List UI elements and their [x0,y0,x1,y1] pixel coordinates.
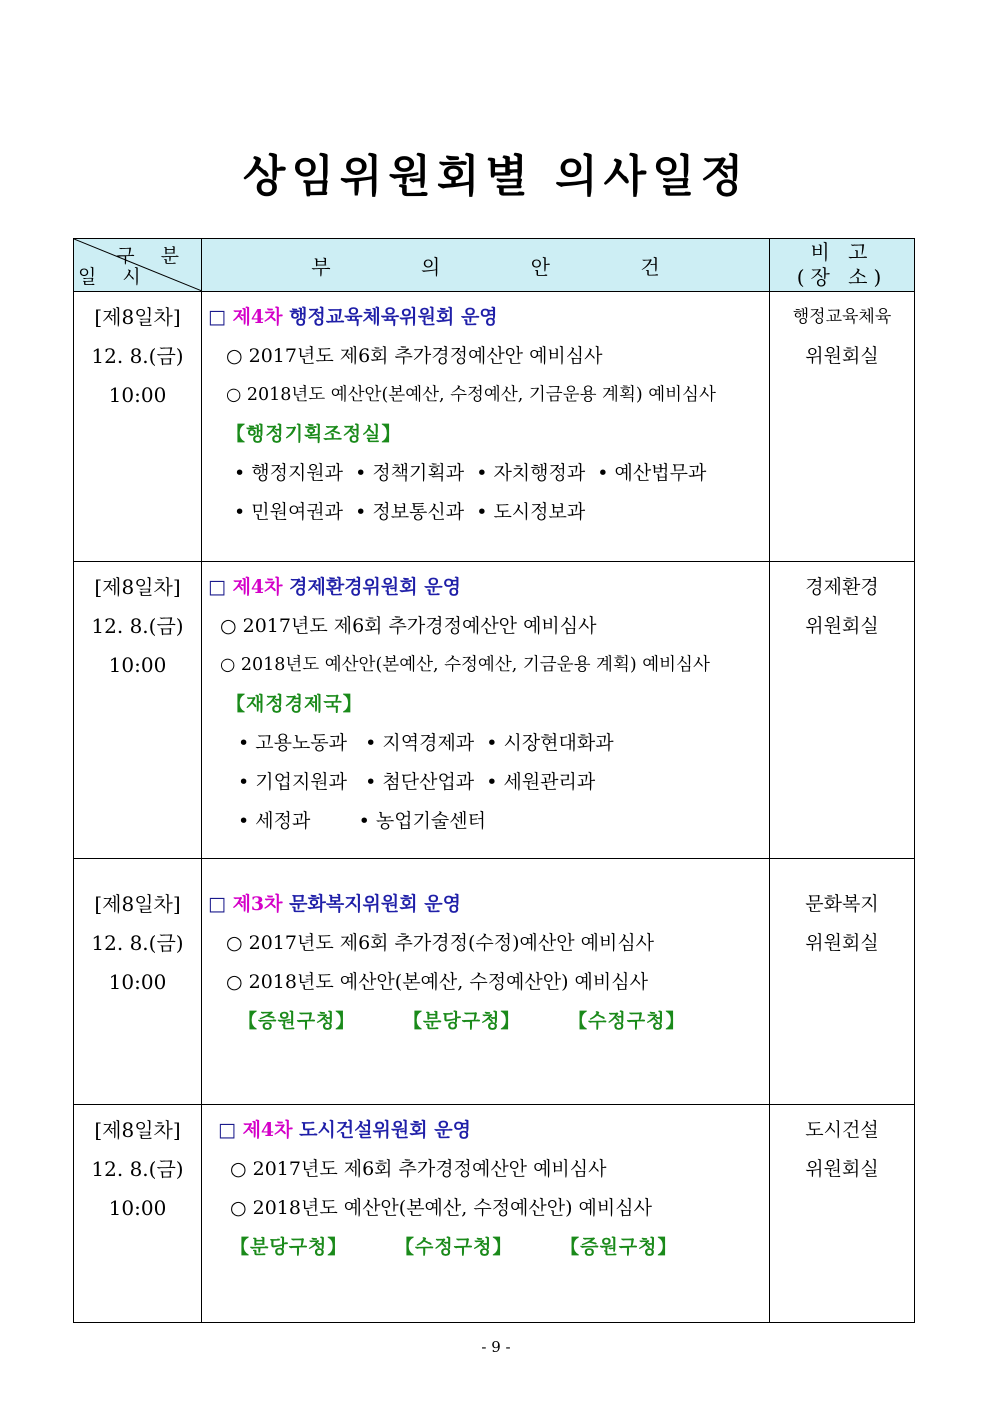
header-datetime: 일 시 [78,266,151,288]
table-row [74,1105,915,1323]
dept-line: • 세정과 • 농업기술센터 [238,810,486,832]
place-room: 위원회실 [805,345,879,367]
group-label: 【증원구청】 [238,1010,356,1032]
day-label: [제8일차] [94,892,181,916]
group-label: 【행정기획조정실】 [226,423,402,445]
group-labels [208,1002,769,1041]
place-cell [770,859,915,1105]
header-agenda-char: 건 [640,254,660,279]
committee-name: 경제환경위원회 운영 [289,576,461,598]
checkbox-icon: □ [218,1119,236,1141]
group-labels [208,1228,769,1267]
header-note: 비 고 [810,240,874,264]
agenda-item: ○ 2017년도 제6회 추가경정예산안 예비심사 [230,1158,607,1180]
place-name: 경제환경 [805,576,879,598]
agenda-cell [202,292,770,562]
place-cell [770,1105,915,1323]
place-name: 문화복지 [805,893,879,915]
time-label: 10:00 [108,383,167,407]
committee-order: 제4차 [232,576,283,598]
date-label: 12. 8.(금) [91,344,184,368]
time-label: 10:00 [108,970,167,994]
group-label: 【수정구청】 [395,1236,513,1258]
page-title: 상임위원회별 의사일정 [242,151,750,202]
date-label: 12. 8.(금) [91,614,184,638]
group-label: 【분당구청】 [403,1010,521,1032]
date-cell [74,562,202,859]
agenda-item: ○ 2018년도 예산안(본예산, 수정예산안) 예비심사 [230,1197,652,1219]
agenda-item: ○ 2017년도 제6회 추가경정예산안 예비심사 [226,345,603,367]
agenda-item: ○ 2018년도 예산안(본예산, 수정예산안) 예비심사 [226,971,648,993]
schedule-table [73,238,915,1323]
committee-name: 문화복지위원회 운영 [289,893,461,915]
committee-order: 제4차 [232,306,283,328]
committee-name: 도시건설위원회 운영 [299,1119,471,1141]
table-row [74,292,915,562]
committee-name: 행정교육체육위원회 운영 [289,306,498,328]
table-row [74,562,915,859]
group-label: 【재정경제국】 [226,693,363,715]
header-agenda-char: 의 [420,254,441,279]
date-label: 12. 8.(금) [91,1157,184,1181]
dept-line: • 고용노동과 • 지역경제과 • 시장현대화과 [238,732,614,754]
place-room: 위원회실 [805,932,879,954]
agenda-cell [202,562,770,859]
header-agenda-char: 안 [530,254,550,279]
page-number: - 9 - [481,1338,511,1356]
committee-order: 제4차 [242,1119,293,1141]
agenda-item: ○ 2017년도 제6회 추가경정(수정)예산안 예비심사 [226,932,655,954]
agenda-item: ○ 2017년도 제6회 추가경정예산안 예비심사 [220,615,597,637]
checkbox-icon: □ [208,893,226,915]
place-name: 도시건설 [805,1119,879,1141]
agenda-item: ○ 2018년도 예산안(본예산, 수정예산, 기금운용 계획) 예비심사 [220,655,710,675]
committee-heading [208,865,769,924]
committee-heading [208,1111,769,1150]
group-label: 【증원구청】 [560,1236,678,1258]
header-note-cell [770,239,915,292]
header-date-cell [74,239,202,292]
dept-line: • 민원여권과 • 정보통신과 • 도시정보과 [234,501,586,523]
header-location: (장 소) [796,265,888,289]
header-category: 구 분 [116,245,189,267]
time-label: 10:00 [108,653,167,677]
committee-heading [208,298,769,337]
date-cell [74,292,202,562]
agenda-cell [202,1105,770,1323]
checkbox-icon: □ [208,576,226,598]
committee-heading [208,568,769,607]
dept-line: • 기업지원과 • 첨단산업과 • 세원관리과 [238,771,596,793]
date-cell [74,1105,202,1323]
table-row [74,859,915,1105]
date-label: 12. 8.(금) [91,931,184,955]
checkbox-icon: □ [208,306,226,328]
group-label: 【수정구청】 [568,1010,686,1032]
place-room: 위원회실 [805,615,879,637]
day-label: [제8일차] [94,575,181,599]
place-cell [770,562,915,859]
date-cell [74,859,202,1105]
agenda-cell [202,859,770,1105]
header-row [74,239,915,292]
dept-line: • 행정지원과 • 정책기획과 • 자치행정과 • 예산법무과 [234,462,707,484]
time-label: 10:00 [108,1196,167,1220]
header-agenda-cell [202,239,770,292]
place-name: 행정교육체육 [792,307,892,327]
day-label: [제8일차] [94,1118,181,1142]
place-room: 위원회실 [805,1158,879,1180]
day-label: [제8일차] [94,305,181,329]
agenda-item: ○ 2018년도 예산안(본예산, 수정예산, 기금운용 계획) 예비심사 [226,385,716,405]
header-agenda-char: 부 [311,254,331,279]
place-cell [770,292,915,562]
group-label: 【분당구청】 [230,1236,348,1258]
committee-order: 제3차 [232,893,283,915]
